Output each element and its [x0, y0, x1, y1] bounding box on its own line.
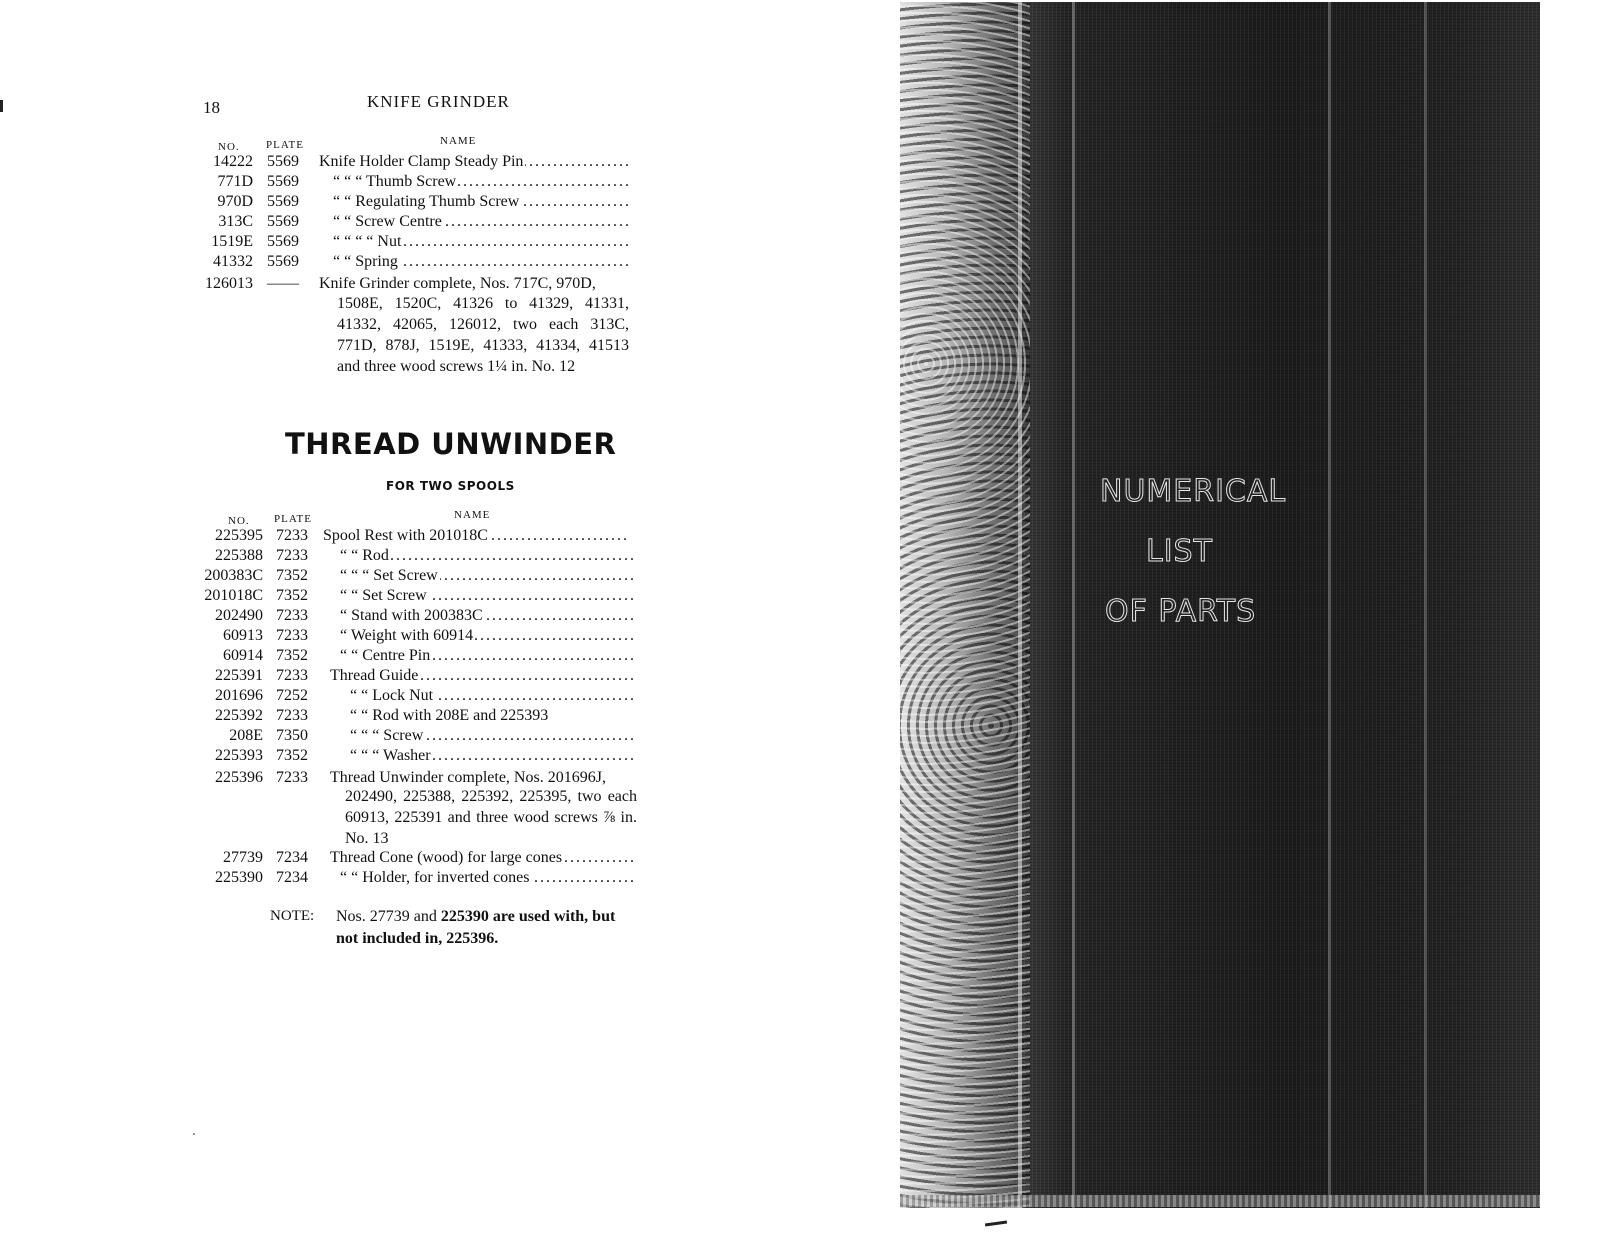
- plate-no: 5569: [267, 173, 299, 190]
- plate-no: 7234: [276, 849, 308, 866]
- plate-no: 7352: [276, 587, 308, 604]
- part-no: 201696: [215, 687, 263, 704]
- cover-fold-line: [1072, 2, 1075, 1208]
- tu-header-no: NO.: [228, 515, 250, 527]
- kg-header-no: NO.: [218, 141, 240, 153]
- part-name: “ “ Screw Centre . . .: [319, 212, 631, 232]
- cover-title-line-1: NUMERICAL: [1100, 474, 1287, 509]
- part-name: “ Stand with 200383C . . .: [330, 606, 636, 626]
- part-name: “ “ “ “ Nut . . .: [319, 232, 631, 252]
- part-name: “ “ “ Set Screw . . .: [330, 566, 636, 586]
- part-name: “ “ Regulating Thumb Screw . . .: [319, 192, 631, 212]
- plate-no: 7233: [276, 547, 308, 564]
- part-no: 201018C: [204, 587, 263, 604]
- note-label: NOTE:: [270, 908, 315, 924]
- plate-no: 7233: [276, 527, 308, 544]
- cover-worn-edge: [900, 2, 1030, 1208]
- part-no: 202490: [215, 607, 263, 624]
- kg-continuation: 1508E, 1520C, 41326 to 41329, 41331, 41332, 42065, 126012, two each 313C, 771D, 878J, 1519E, 41333, 41334, 41513 and three wood screws 1¼ in. No. 12: [337, 295, 629, 375]
- part-name: “ “ Holder, for inverted cones . . .: [330, 868, 636, 888]
- part-no: 225388: [215, 547, 263, 564]
- part-no: 1519E: [211, 233, 253, 250]
- part-name: “ “ Lock Nut . . .: [330, 686, 636, 706]
- part-no: 970D: [217, 193, 253, 210]
- part-no: 208E: [229, 727, 263, 744]
- cover-title-line-3: OF PARTS: [1105, 594, 1257, 629]
- plate-no: ——: [267, 275, 299, 292]
- cover-title-line-2: LIST: [1146, 534, 1213, 569]
- plate-no: 5569: [267, 233, 299, 250]
- part-no: 225393: [215, 747, 263, 764]
- part-name: “ “ Centre Pin . . .: [330, 646, 636, 666]
- cover-fold-line: [1018, 2, 1022, 1208]
- part-name: Spool Rest with 201018C . . .: [323, 526, 629, 546]
- plate-no: 7233: [276, 769, 308, 786]
- part-name: “ “ Set Screw . . .: [330, 586, 636, 606]
- cover-fold-line: [1328, 2, 1331, 1208]
- plate-no: 7233: [276, 667, 308, 684]
- plate-no: 7234: [276, 869, 308, 886]
- plate-no: 7252: [276, 687, 308, 704]
- plate-no: 7233: [276, 627, 308, 644]
- part-no: 225392: [215, 707, 263, 724]
- part-name: Thread Cone (wood) for large cones . . .: [330, 848, 636, 868]
- plate-no: 7350: [276, 727, 308, 744]
- paper-scrap: [985, 1220, 1007, 1226]
- part-name: “ “ Spring . . .: [319, 252, 631, 272]
- part-no: 126013: [205, 275, 253, 292]
- part-name: Knife Grinder complete, Nos. 717C, 970D,: [319, 275, 596, 292]
- cover-fold-line: [1424, 2, 1427, 1208]
- part-no: 27739: [223, 849, 263, 866]
- cover-page: [900, 2, 1540, 1208]
- plate-no: 7233: [276, 607, 308, 624]
- part-name: “ “ Rod . . .: [330, 546, 636, 566]
- part-no: 225395: [215, 527, 263, 544]
- part-name: “ “ “ Washer . . .: [330, 746, 636, 766]
- part-no: 200383C: [204, 567, 263, 584]
- plate-no: 5569: [267, 253, 299, 270]
- plate-no: 7233: [276, 707, 308, 724]
- plate-no: 5569: [267, 153, 299, 170]
- kg-header-name: NAME: [440, 135, 477, 147]
- section-title: THREAD UNWINDER: [285, 427, 617, 461]
- section-subtitle: FOR TWO SPOOLS: [386, 479, 515, 493]
- plate-no: 7352: [276, 567, 308, 584]
- plate-no: 7352: [276, 647, 308, 664]
- part-name: “ “ “ Screw . . .: [330, 726, 636, 746]
- note-text: Nos. 27739 and 225390 are used with, but not included in, 225396.: [336, 908, 616, 947]
- plate-no: 5569: [267, 193, 299, 210]
- tu-header-name: NAME: [454, 509, 491, 521]
- kg-header-plate: PLATE: [266, 139, 304, 151]
- part-no: 225390: [215, 869, 263, 886]
- part-no: 771D: [217, 173, 253, 190]
- part-name: Thread Unwinder complete, Nos. 201696J,: [330, 769, 606, 786]
- plate-no: 7352: [276, 747, 308, 764]
- part-no: 225396: [215, 769, 263, 786]
- tu-continuation: 202490, 225388, 225392, 225395, two each 60913, 225391 and three wood screws ⅞ in. No. 13: [345, 788, 637, 847]
- part-no: 313C: [218, 213, 253, 230]
- part-no: 41332: [213, 253, 253, 270]
- part-no: 60914: [223, 647, 263, 664]
- page-speck: [193, 1133, 195, 1135]
- page-number: 18: [203, 98, 220, 117]
- part-name: Knife Holder Clamp Steady Pin . . .: [319, 152, 631, 172]
- part-name: “ “ “ Thumb Screw . . .: [319, 172, 631, 192]
- running-head: KNIFE GRINDER: [367, 92, 510, 111]
- plate-no: 5569: [267, 213, 299, 230]
- part-no: 14222: [213, 153, 253, 170]
- part-name: Thread Guide . . .: [330, 666, 636, 686]
- part-no: 225391: [215, 667, 263, 684]
- part-no: 60913: [223, 627, 263, 644]
- part-name: “ “ Rod with 208E and 225393: [330, 706, 636, 726]
- part-name: “ Weight with 60914 . . .: [330, 626, 636, 646]
- tu-header-plate: PLATE: [274, 513, 312, 525]
- cover-bottom-edge: [900, 1195, 1540, 1207]
